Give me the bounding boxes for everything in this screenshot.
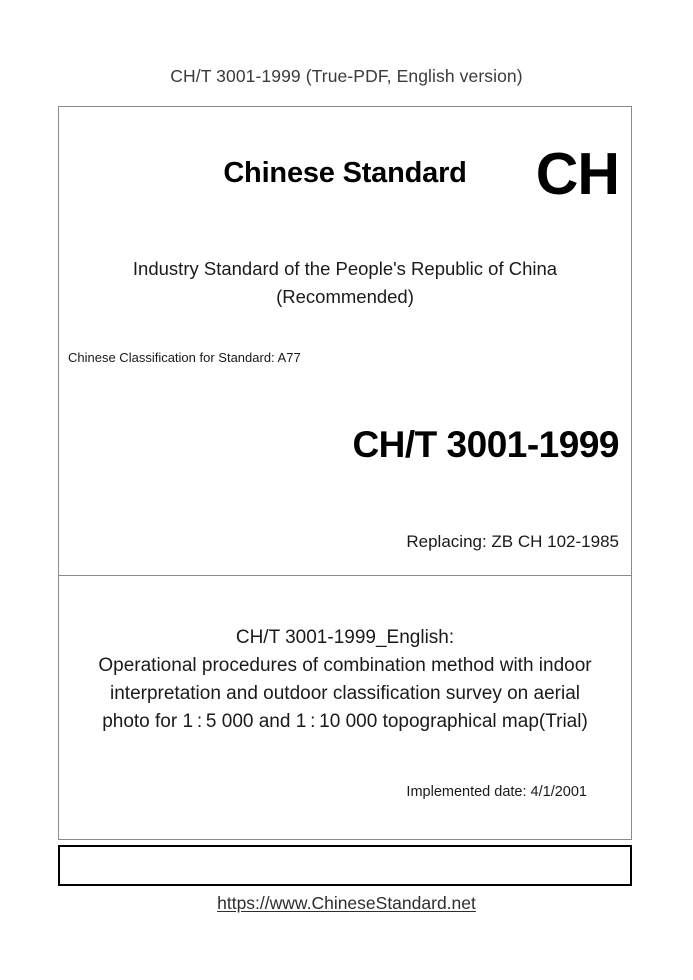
subtitle-line-1: Industry Standard of the People's Republic of China [132, 258, 558, 279]
website-url-link[interactable]: https://www.ChineseStandard.net [217, 893, 476, 913]
description-block [59, 624, 631, 736]
bottom-signature-bar [58, 845, 632, 886]
subtitle-block [59, 255, 631, 311]
classification-label: Chinese Classification for Standard: A77 [68, 350, 301, 365]
cover-title-row [59, 141, 631, 207]
cover-lower-section [59, 576, 631, 839]
implemented-date-label: Implemented date: 4/1/2001 [406, 784, 587, 800]
standard-number: CH/T 3001-1999 [352, 424, 619, 465]
cover-upper-section [59, 107, 631, 576]
page-title: Chinese Standard [223, 157, 467, 189]
description-line-3: interpretation and outdoor classification survey on aerial [110, 683, 580, 704]
description-line-1: CH/T 3001-1999_English: [235, 627, 455, 648]
document-header-line: CH/T 3001-1999 (True-PDF, English version) [170, 66, 523, 86]
description-line-4: photo for 1 : 5 000 and 1 : 10 000 topographical map(Trial) [102, 711, 588, 732]
subtitle-line-2: (Recommended) [276, 286, 414, 307]
standard-badge: CH [535, 141, 619, 207]
replacing-label: Replacing: ZB CH 102-1985 [406, 532, 619, 551]
cover-frame [58, 106, 632, 840]
footer [0, 893, 693, 914]
description-line-2: Operational procedures of combination method with indoor [98, 655, 592, 676]
